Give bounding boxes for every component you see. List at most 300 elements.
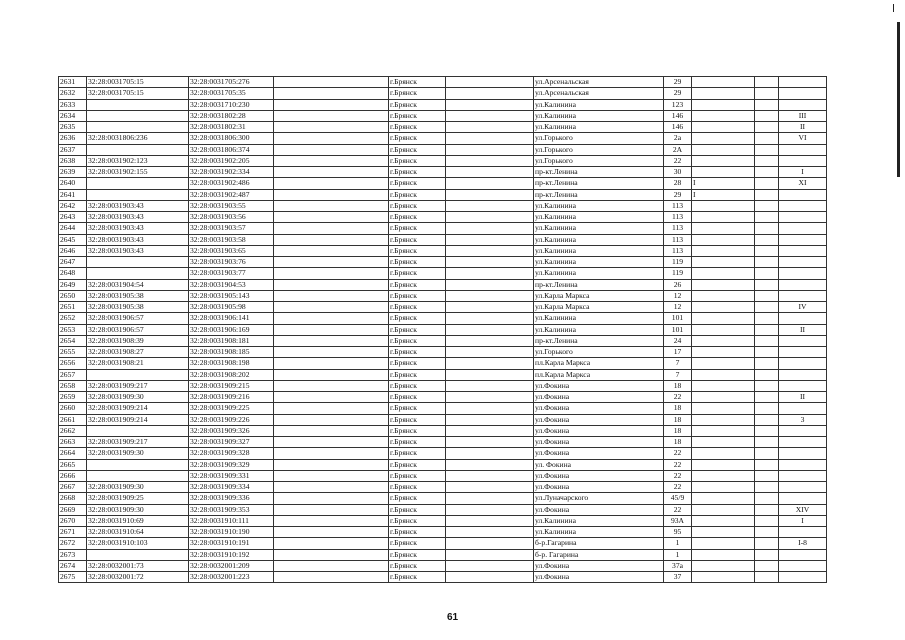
cadastral-number-cell: 32:28:0031909:225	[189, 403, 274, 414]
cadastral-number-cell: 32:28:0031909:336	[189, 493, 274, 504]
parent-cadastral-number-cell: 32:28:0031909:217	[87, 380, 189, 391]
row-number-cell: 2640	[59, 178, 87, 189]
col-6-cell	[446, 414, 534, 425]
parent-cadastral-number-cell	[87, 144, 189, 155]
col-4-cell	[274, 313, 389, 324]
table-row	[59, 347, 827, 358]
note-cell: 3	[779, 414, 827, 425]
parent-cadastral-number-cell: 32:28:0031910:64	[87, 527, 189, 538]
table-row	[59, 448, 827, 459]
street-cell: пр-кт.Ленина	[534, 178, 664, 189]
street-cell: ул.Арсенальская	[534, 88, 664, 99]
street-cell: ул.Горького	[534, 144, 664, 155]
col-6-cell	[446, 527, 534, 538]
city-cell: г.Брянск	[389, 347, 446, 358]
col-6-cell	[446, 549, 534, 560]
col-9-cell	[692, 459, 755, 470]
col-9-cell	[692, 234, 755, 245]
cadastral-number-cell: 32:28:0031910:191	[189, 538, 274, 549]
row-number-cell: 2672	[59, 538, 87, 549]
note-cell	[779, 223, 827, 234]
cadastral-number-cell: 32:28:0031903:77	[189, 268, 274, 279]
table-row	[59, 324, 827, 335]
col-6-cell	[446, 290, 534, 301]
row-number-cell: 2638	[59, 155, 87, 166]
col-9-cell	[692, 347, 755, 358]
parent-cadastral-number-cell	[87, 178, 189, 189]
table-row	[59, 279, 827, 290]
parent-cadastral-number-cell: 32:28:0031910:69	[87, 515, 189, 526]
street-cell: ул.Горького	[534, 155, 664, 166]
col-9-cell	[692, 257, 755, 268]
table-row	[59, 470, 827, 481]
table-row	[59, 459, 827, 470]
house-number-cell: 22	[664, 504, 692, 515]
table-row	[59, 392, 827, 403]
col-10-cell	[755, 99, 779, 110]
row-number-cell: 2643	[59, 212, 87, 223]
col-9-cell	[692, 414, 755, 425]
street-cell: ул.Калинина	[534, 122, 664, 133]
col-9-cell	[692, 302, 755, 313]
cadastral-number-cell: 32:28:0031903:55	[189, 200, 274, 211]
cadastral-number-cell: 32:28:0031909:327	[189, 437, 274, 448]
row-number-cell: 2655	[59, 347, 87, 358]
col-9-cell	[692, 144, 755, 155]
col-4-cell	[274, 515, 389, 526]
street-cell: пр-кт.Ленина	[534, 189, 664, 200]
row-number-cell: 2632	[59, 88, 87, 99]
cadastral-number-cell: 32:28:0031909:353	[189, 504, 274, 515]
house-number-cell: 18	[664, 380, 692, 391]
note-cell: XIV	[779, 504, 827, 515]
col-4-cell	[274, 290, 389, 301]
col-4-cell	[274, 155, 389, 166]
col-4-cell	[274, 538, 389, 549]
col-10-cell	[755, 482, 779, 493]
col-6-cell	[446, 155, 534, 166]
col-6-cell	[446, 493, 534, 504]
row-number-cell: 2674	[59, 560, 87, 571]
note-cell	[779, 144, 827, 155]
note-cell	[779, 99, 827, 110]
col-10-cell	[755, 167, 779, 178]
cadastral-number-cell: 32:28:0031902:486	[189, 178, 274, 189]
row-number-cell: 2642	[59, 200, 87, 211]
col-10-cell	[755, 133, 779, 144]
parent-cadastral-number-cell: 32:28:0031903:43	[87, 223, 189, 234]
col-4-cell	[274, 245, 389, 256]
street-cell: ул.Фокина	[534, 403, 664, 414]
parent-cadastral-number-cell: 32:28:0031905:38	[87, 290, 189, 301]
col-10-cell	[755, 538, 779, 549]
cadastral-number-cell: 32:28:0031902:487	[189, 189, 274, 200]
house-number-cell: 146	[664, 110, 692, 121]
col-9-cell	[692, 358, 755, 369]
note-cell	[779, 572, 827, 583]
table-row	[59, 212, 827, 223]
col-10-cell	[755, 324, 779, 335]
col-9-cell	[692, 212, 755, 223]
city-cell: г.Брянск	[389, 335, 446, 346]
col-10-cell	[755, 560, 779, 571]
city-cell: г.Брянск	[389, 380, 446, 391]
col-9-cell	[692, 369, 755, 380]
col-4-cell	[274, 200, 389, 211]
note-cell	[779, 347, 827, 358]
table-row	[59, 245, 827, 256]
note-cell	[779, 257, 827, 268]
house-number-cell: 113	[664, 212, 692, 223]
note-cell	[779, 335, 827, 346]
col-6-cell	[446, 167, 534, 178]
table-row	[59, 313, 827, 324]
col-10-cell	[755, 493, 779, 504]
house-number-cell: 113	[664, 223, 692, 234]
table-row	[59, 189, 827, 200]
col-4-cell	[274, 414, 389, 425]
city-cell: г.Брянск	[389, 560, 446, 571]
col-10-cell	[755, 122, 779, 133]
row-number-cell: 2633	[59, 99, 87, 110]
city-cell: г.Брянск	[389, 313, 446, 324]
parent-cadastral-number-cell: 32:28:0031909:214	[87, 414, 189, 425]
table-row	[59, 223, 827, 234]
col-10-cell	[755, 403, 779, 414]
col-4-cell	[274, 144, 389, 155]
row-number-cell: 2649	[59, 279, 87, 290]
col-4-cell	[274, 425, 389, 436]
col-10-cell	[755, 470, 779, 481]
cadastral-number-cell: 32:28:0031903:65	[189, 245, 274, 256]
street-cell: ул. Фокина	[534, 459, 664, 470]
col-9-cell	[692, 122, 755, 133]
col-6-cell	[446, 313, 534, 324]
parent-cadastral-number-cell	[87, 369, 189, 380]
city-cell: г.Брянск	[389, 77, 446, 88]
row-number-cell: 2668	[59, 493, 87, 504]
col-6-cell	[446, 245, 534, 256]
col-10-cell	[755, 88, 779, 99]
note-cell	[779, 313, 827, 324]
house-number-cell: 22	[664, 470, 692, 481]
col-10-cell	[755, 380, 779, 391]
row-number-cell: 2647	[59, 257, 87, 268]
city-cell: г.Брянск	[389, 358, 446, 369]
cadastral-number-cell: 32:28:0031909:331	[189, 470, 274, 481]
house-number-cell: 119	[664, 257, 692, 268]
col-9-cell	[692, 538, 755, 549]
house-number-cell: 1	[664, 538, 692, 549]
col-4-cell	[274, 470, 389, 481]
city-cell: г.Брянск	[389, 223, 446, 234]
col-9-cell	[692, 504, 755, 515]
table-row	[59, 290, 827, 301]
cadastral-number-cell: 32:28:0031909:328	[189, 448, 274, 459]
col-10-cell	[755, 425, 779, 436]
parent-cadastral-number-cell: 32:28:0031903:43	[87, 234, 189, 245]
table-row	[59, 144, 827, 155]
note-cell: II	[779, 392, 827, 403]
col-4-cell	[274, 133, 389, 144]
col-4-cell	[274, 448, 389, 459]
house-number-cell: 101	[664, 313, 692, 324]
street-cell: ул.Фокина	[534, 425, 664, 436]
col-9-cell	[692, 380, 755, 391]
row-number-cell: 2670	[59, 515, 87, 526]
note-cell	[779, 437, 827, 448]
col-10-cell	[755, 245, 779, 256]
city-cell: г.Брянск	[389, 482, 446, 493]
property-register-table	[58, 76, 827, 583]
parent-cadastral-number-cell: 32:28:0031806:236	[87, 133, 189, 144]
col-4-cell	[274, 99, 389, 110]
col-9-cell	[692, 155, 755, 166]
note-cell	[779, 380, 827, 391]
table-row	[59, 538, 827, 549]
house-number-cell: 123	[664, 99, 692, 110]
table-row	[59, 167, 827, 178]
street-cell: пр-кт.Ленина	[534, 167, 664, 178]
street-cell: б-р. Гагарина	[534, 549, 664, 560]
parent-cadastral-number-cell	[87, 459, 189, 470]
table-row	[59, 178, 827, 189]
street-cell: пл.Карла Маркса	[534, 369, 664, 380]
col-6-cell	[446, 133, 534, 144]
col-4-cell	[274, 482, 389, 493]
street-cell: ул.Фокина	[534, 414, 664, 425]
col-9-cell	[692, 493, 755, 504]
col-10-cell	[755, 347, 779, 358]
table-row	[59, 493, 827, 504]
street-cell: ул.Калинина	[534, 200, 664, 211]
row-number-cell: 2661	[59, 414, 87, 425]
house-number-cell: 45/9	[664, 493, 692, 504]
col-9-cell	[692, 335, 755, 346]
cadastral-number-cell: 32:28:0031902:334	[189, 167, 274, 178]
house-number-cell: 101	[664, 324, 692, 335]
row-number-cell: 2659	[59, 392, 87, 403]
col-4-cell	[274, 380, 389, 391]
cadastral-number-cell: 32:28:0031903:56	[189, 212, 274, 223]
col-9-cell	[692, 268, 755, 279]
col-9-cell	[692, 549, 755, 560]
table-row	[59, 414, 827, 425]
table-row	[59, 88, 827, 99]
col-10-cell	[755, 189, 779, 200]
table-row	[59, 110, 827, 121]
city-cell: г.Брянск	[389, 437, 446, 448]
row-number-cell: 2634	[59, 110, 87, 121]
street-cell: ул.Калинина	[534, 245, 664, 256]
col-9-cell	[692, 279, 755, 290]
cadastral-number-cell: 32:28:0031806:300	[189, 133, 274, 144]
col-10-cell	[755, 110, 779, 121]
house-number-cell: 18	[664, 414, 692, 425]
house-number-cell: 2А	[664, 144, 692, 155]
note-cell	[779, 493, 827, 504]
house-number-cell: 29	[664, 88, 692, 99]
city-cell: г.Брянск	[389, 257, 446, 268]
row-number-cell: 2657	[59, 369, 87, 380]
note-cell	[779, 527, 827, 538]
row-number-cell: 2641	[59, 189, 87, 200]
parent-cadastral-number-cell: 32:28:0031906:57	[87, 313, 189, 324]
parent-cadastral-number-cell: 32:28:0031902:123	[87, 155, 189, 166]
col-10-cell	[755, 448, 779, 459]
cadastral-number-cell: 32:28:0031906:169	[189, 324, 274, 335]
house-number-cell: 12	[664, 302, 692, 313]
col-10-cell	[755, 200, 779, 211]
house-number-cell: 29	[664, 77, 692, 88]
cadastral-number-cell: 32:28:0031710:230	[189, 99, 274, 110]
house-number-cell: 37	[664, 572, 692, 583]
cadastral-number-cell: 32:28:0031909:216	[189, 392, 274, 403]
city-cell: г.Брянск	[389, 268, 446, 279]
col-4-cell	[274, 572, 389, 583]
row-number-cell: 2665	[59, 459, 87, 470]
col-4-cell	[274, 234, 389, 245]
col-10-cell	[755, 313, 779, 324]
col-6-cell	[446, 200, 534, 211]
col-9-cell	[692, 99, 755, 110]
city-cell: г.Брянск	[389, 538, 446, 549]
street-cell: ул.Калинина	[534, 234, 664, 245]
col-10-cell	[755, 392, 779, 403]
col-4-cell	[274, 189, 389, 200]
col-9-cell	[692, 470, 755, 481]
house-number-cell: 146	[664, 122, 692, 133]
col-10-cell	[755, 144, 779, 155]
col-6-cell	[446, 189, 534, 200]
row-number-cell: 2636	[59, 133, 87, 144]
parent-cadastral-number-cell: 32:28:0031908:21	[87, 358, 189, 369]
table-row	[59, 560, 827, 571]
city-cell: г.Брянск	[389, 448, 446, 459]
street-cell: пр-кт.Ленина	[534, 279, 664, 290]
parent-cadastral-number-cell: 32:28:0031909:217	[87, 437, 189, 448]
col-10-cell	[755, 459, 779, 470]
table-row	[59, 133, 827, 144]
col-10-cell	[755, 223, 779, 234]
house-number-cell: 22	[664, 392, 692, 403]
row-number-cell: 2660	[59, 403, 87, 414]
cadastral-number-cell: 32:28:0031905:98	[189, 302, 274, 313]
city-cell: г.Брянск	[389, 122, 446, 133]
house-number-cell: 28	[664, 178, 692, 189]
parent-cadastral-number-cell	[87, 122, 189, 133]
col-9-cell	[692, 572, 755, 583]
parent-cadastral-number-cell: 32:28:0031909:30	[87, 392, 189, 403]
row-number-cell: 2673	[59, 549, 87, 560]
col-4-cell	[274, 369, 389, 380]
cadastral-number-cell: 32:28:0032001:209	[189, 560, 274, 571]
street-cell: ул.Карла Маркса	[534, 290, 664, 301]
col-6-cell	[446, 122, 534, 133]
table-row	[59, 572, 827, 583]
col-9-cell: I	[692, 178, 755, 189]
note-cell	[779, 425, 827, 436]
city-cell: г.Брянск	[389, 99, 446, 110]
row-number-cell: 2656	[59, 358, 87, 369]
parent-cadastral-number-cell: 32:28:0031902:155	[87, 167, 189, 178]
col-4-cell	[274, 302, 389, 313]
street-cell: б-р.Гагарина	[534, 538, 664, 549]
cadastral-number-cell: 32:28:0031705:276	[189, 77, 274, 88]
parent-cadastral-number-cell	[87, 99, 189, 110]
parent-cadastral-number-cell	[87, 549, 189, 560]
col-6-cell	[446, 572, 534, 583]
col-6-cell	[446, 223, 534, 234]
table-row	[59, 437, 827, 448]
city-cell: г.Брянск	[389, 155, 446, 166]
city-cell: г.Брянск	[389, 515, 446, 526]
table-row	[59, 200, 827, 211]
cadastral-number-cell: 32:28:0031906:141	[189, 313, 274, 324]
city-cell: г.Брянск	[389, 212, 446, 223]
house-number-cell: 119	[664, 268, 692, 279]
col-4-cell	[274, 392, 389, 403]
col-4-cell	[274, 88, 389, 99]
col-4-cell	[274, 527, 389, 538]
city-cell: г.Брянск	[389, 144, 446, 155]
cadastral-number-cell: 32:28:0031910:192	[189, 549, 274, 560]
city-cell: г.Брянск	[389, 459, 446, 470]
city-cell: г.Брянск	[389, 245, 446, 256]
table-row	[59, 122, 827, 133]
col-6-cell	[446, 392, 534, 403]
note-cell	[779, 155, 827, 166]
note-cell: I	[779, 515, 827, 526]
col-6-cell	[446, 99, 534, 110]
house-number-cell: 95	[664, 527, 692, 538]
col-6-cell	[446, 268, 534, 279]
register-body	[59, 77, 827, 583]
city-cell: г.Брянск	[389, 504, 446, 515]
col-10-cell	[755, 268, 779, 279]
col-10-cell	[755, 437, 779, 448]
house-number-cell: 22	[664, 459, 692, 470]
note-cell	[779, 212, 827, 223]
street-cell: ул.Калинина	[534, 257, 664, 268]
col-4-cell	[274, 504, 389, 515]
col-4-cell	[274, 279, 389, 290]
street-cell: ул.Горького	[534, 133, 664, 144]
col-6-cell	[446, 538, 534, 549]
house-number-cell: 17	[664, 347, 692, 358]
col-4-cell	[274, 335, 389, 346]
table-row	[59, 380, 827, 391]
table-row	[59, 403, 827, 414]
street-cell: ул.Фокина	[534, 482, 664, 493]
col-10-cell	[755, 155, 779, 166]
scan-edge-mark	[893, 4, 894, 12]
col-10-cell	[755, 572, 779, 583]
note-cell: XI	[779, 178, 827, 189]
col-9-cell	[692, 437, 755, 448]
row-number-cell: 2669	[59, 504, 87, 515]
note-cell: IV	[779, 302, 827, 313]
street-cell: ул.Калинина	[534, 324, 664, 335]
col-9-cell	[692, 403, 755, 414]
table-row	[59, 302, 827, 313]
cadastral-number-cell: 32:28:0031705:35	[189, 88, 274, 99]
street-cell: пл.Карла Маркса	[534, 358, 664, 369]
table-row	[59, 549, 827, 560]
parent-cadastral-number-cell: 32:28:0032001:73	[87, 560, 189, 571]
col-9-cell	[692, 515, 755, 526]
note-cell	[779, 403, 827, 414]
